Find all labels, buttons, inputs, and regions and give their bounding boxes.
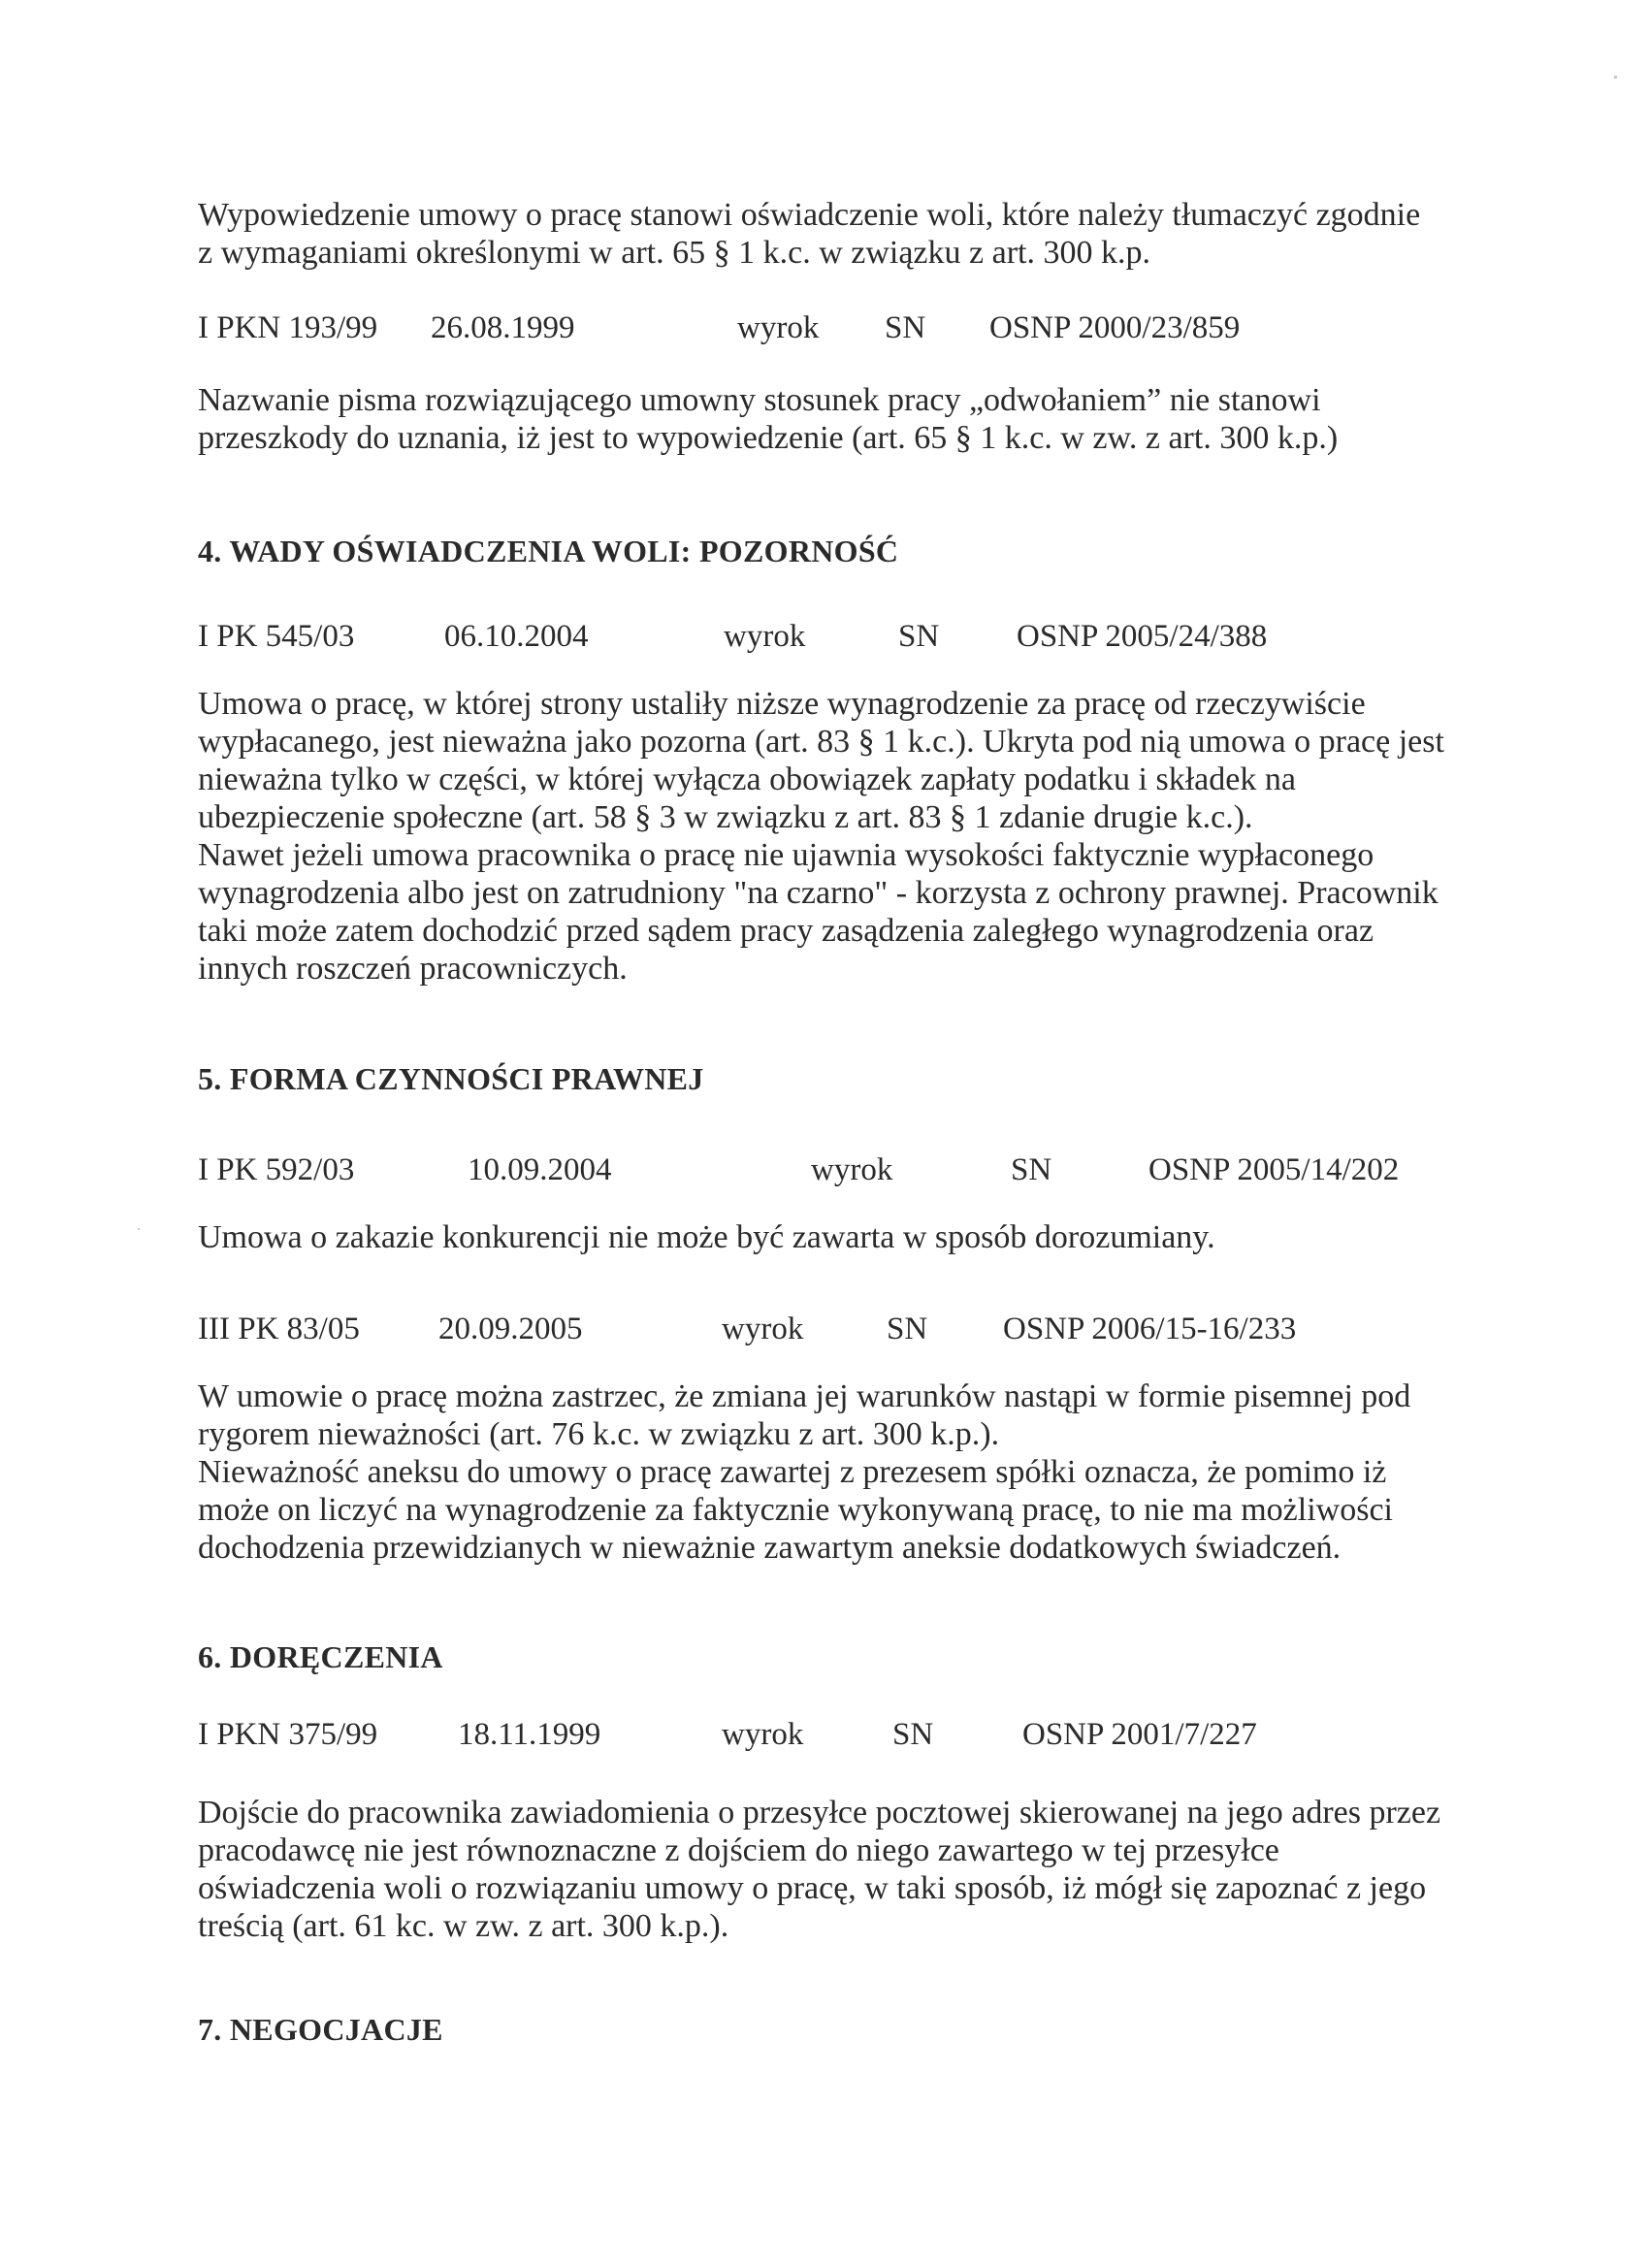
paragraph-line: przeszkody do uznania, iż jest to wypowiedzenie (art. 65 § 1 k.c. w zw. z art. 300 k.p.)	[198, 420, 1339, 456]
paragraph-line: oświadczenia woli o rozwiązaniu umowy o pracę, w taki sposób, iż mógł się zapoznać z jego	[198, 1870, 1427, 1906]
citation-court: SN	[885, 310, 926, 345]
scan-speck	[1614, 76, 1617, 79]
citation-publication: OSNP 2006/15-16/233	[1003, 1312, 1297, 1346]
paragraph-sham-contract	[198, 685, 1459, 988]
paragraph-line: Dojście do pracownika zawiadomienia o przesyłce pocztowej skierowanej na jego adres przez	[198, 1795, 1441, 1831]
citation-type: wyrok	[737, 310, 820, 345]
paragraph-dismissal-naming	[198, 381, 1459, 457]
paragraph-line: Umowa o pracę, w której strony ustaliły niższe wynagrodzenie za pracę od rzeczywiście	[198, 686, 1366, 722]
paragraph-line: Nawet jeżeli umowa pracownika o pracę nie ujawnia wysokości faktycznie wypłaconego	[198, 837, 1374, 873]
citation-type: wyrok	[724, 619, 806, 654]
citation-publication: OSNP 2005/24/388	[1017, 619, 1268, 654]
section-heading-6: 6. DORĘCZENIA	[198, 1639, 443, 1674]
citation-signature: I PK 592/03	[198, 1152, 355, 1187]
scan-speck	[138, 1228, 140, 1230]
paragraph-line: wynagrodzenia albo jest on zatrudniony "na czarno" - korzysta z ochrony prawnej. Pracownik	[198, 875, 1439, 911]
paragraph-line: Umowa o zakazie konkurencji nie może być zawarta w sposób dorozumiany.	[198, 1219, 1215, 1255]
citation-court: SN	[1011, 1152, 1052, 1187]
paragraph-delivery	[198, 1794, 1459, 1945]
section-heading-7: 7. NEGOCJACJE	[198, 2012, 443, 2047]
paragraph-line: dochodzenia przewidzianych w nieważnie zawartym aneksie dodatkowych świadczeń.	[198, 1530, 1342, 1566]
citation-court: SN	[892, 1717, 934, 1752]
paragraph-line: W umowie o pracę można zastrzec, że zmiana jej warunków nastąpi w formie pisemnej pod	[198, 1378, 1411, 1414]
paragraph-line: treścią (art. 61 kc. w zw. z art. 300 k.p.).	[198, 1908, 729, 1944]
citation-court: SN	[898, 619, 940, 654]
paragraph-line: pracodawcę nie jest równoznaczne z dojściem do niego zawartego w tej przesyłce	[198, 1832, 1279, 1868]
citation-date: 26.08.1999	[431, 310, 575, 345]
paragraph-line: innych roszczeń pracowniczych.	[198, 951, 628, 987]
citation-row	[198, 1310, 1459, 1348]
paragraph-line: wypłacanego, jest nieważna jako pozorna (art. 83 § 1 k.c.). Ukryta pod nią umowa o pracę jest	[198, 724, 1444, 760]
paragraph-line: Nazwanie pisma rozwiązującego umowny stosunek pracy „odwołaniem” nie stanowi	[198, 382, 1321, 418]
paragraph-line: z wymaganiami określonymi w art. 65 § 1 k.c. w związku z art. 300 k.p.	[198, 235, 1150, 271]
citation-row	[198, 617, 1459, 656]
paragraph-line: taki może zatem dochodzić przed sądem pracy zasądzenia zaległego wynagrodzenia oraz	[198, 913, 1374, 949]
citation-date: 18.11.1999	[458, 1717, 601, 1752]
citation-type: wyrok	[722, 1312, 804, 1346]
paragraph-line: rygorem nieważności (art. 76 k.c. w związku z art. 300 k.p.).	[198, 1416, 1000, 1452]
citation-court: SN	[887, 1312, 928, 1346]
citation-row	[198, 1150, 1459, 1189]
paragraph-line: nieważna tylko w części, w której wyłącza obowiązek zapłaty podatku i składek na	[198, 761, 1296, 797]
paragraph-line: może on liczyć na wynagrodzenie za faktycznie wykonywaną pracę, to nie ma możliwości	[198, 1492, 1393, 1528]
paragraph-written-form	[198, 1377, 1459, 1567]
citation-type: wyrok	[811, 1152, 893, 1187]
section-heading-4: 4. WADY OŚWIADCZENIA WOLI: POZORNOŚĆ	[198, 534, 899, 568]
citation-signature: III PK 83/05	[198, 1312, 360, 1346]
citation-row	[198, 308, 1459, 347]
citation-signature: I PKN 193/99	[198, 310, 378, 345]
citation-signature: I PKN 375/99	[198, 1717, 378, 1752]
citation-type: wyrok	[722, 1717, 804, 1752]
citation-signature: I PK 545/03	[198, 619, 355, 654]
paragraph-non-compete	[198, 1218, 1459, 1256]
section-heading-5: 5. FORMA CZYNNOŚCI PRAWNEJ	[198, 1061, 704, 1096]
paragraph-line: Wypowiedzenie umowy o pracę stanowi oświadczenie woli, które należy tłumaczyć zgodnie	[198, 197, 1421, 233]
paragraph-line: ubezpieczenie społeczne (art. 58 § 3 w związku z art. 83 § 1 zdanie drugie k.c.).	[198, 799, 1253, 835]
citation-row	[198, 1715, 1459, 1754]
citation-publication: OSNP 2005/14/202	[1148, 1152, 1400, 1187]
citation-date: 20.09.2005	[438, 1312, 583, 1346]
citation-publication: OSNP 2000/23/859	[989, 310, 1241, 345]
paragraph-line: Nieważność aneksu do umowy o pracę zawartej z prezesem spółki oznacza, że pomimo iż	[198, 1454, 1387, 1490]
citation-publication: OSNP 2001/7/227	[1022, 1717, 1257, 1752]
citation-date: 06.10.2004	[444, 619, 589, 654]
paragraph-termination-declaration	[198, 196, 1459, 272]
citation-date: 10.09.2004	[468, 1152, 612, 1187]
